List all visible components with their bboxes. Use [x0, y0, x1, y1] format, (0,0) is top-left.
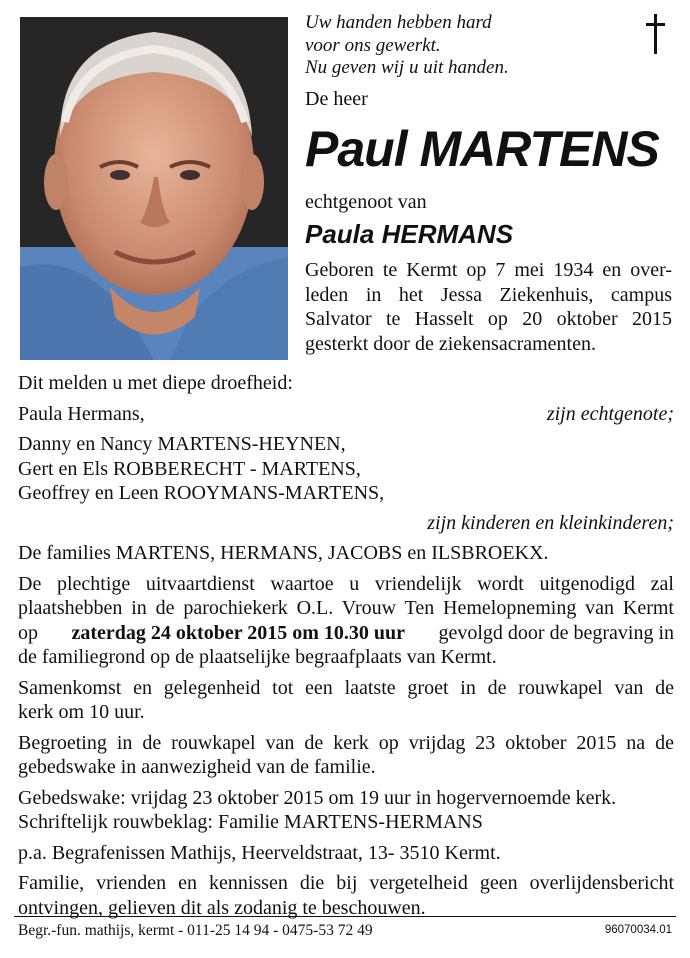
gathering-line: kerk om 10 uur. — [18, 701, 145, 723]
funeral-home-contact: Begr.-fun. mathijs, kermt - 011-25 14 94 - 0475-53 72 49 — [18, 922, 373, 939]
funeral-service-paragraph — [18, 572, 674, 670]
gathering-paragraph — [18, 676, 674, 725]
announcement: Dit melden u met diepe droefheid: — [18, 372, 293, 394]
child-family: Danny en Nancy MARTENS-HEYNEN, — [18, 433, 346, 455]
footer-divider — [14, 916, 676, 917]
spouse-intro: echtgenoot van — [305, 191, 427, 213]
widow-name: Paula Hermans, — [18, 402, 145, 425]
greeting-line: Begroeting in de rouwkapel van de kerk op vrijdag 23 oktober 2015 na de — [18, 731, 674, 754]
birth-line: Salvator te Hasselt op 20 oktober 2015 — [305, 308, 672, 330]
service-line-date — [18, 621, 674, 646]
ad-reference-code: 96070034.01 — [604, 924, 672, 936]
birth-line: gesterkt door de ziekensacramenten. — [305, 332, 596, 355]
closing-paragraph — [18, 871, 674, 920]
address-line: p.a. Begrafenissen Mathijs, Heerveldstraat, 13- 3510 Kermt. — [18, 841, 501, 864]
service-post: gevolgd door de begraving in — [438, 621, 674, 644]
spouse-name: Paula HERMANS — [305, 219, 514, 249]
children-list — [18, 432, 674, 506]
portrait-illustration — [20, 17, 288, 360]
birth-line: leden in het Jessa Ziekenhuis, campus — [305, 283, 672, 306]
greeting-line: gebedswake in aanwezigheid van de familie. — [18, 756, 376, 778]
gathering-line: Samenkomst en gelegenheid tot een laatste groet in de rouwkapel van de — [18, 676, 674, 699]
deceased-portrait-photo — [20, 17, 288, 360]
widow-role: zijn echtgenote; — [546, 402, 674, 425]
cross-icon — [642, 12, 670, 56]
memorial-poem — [305, 12, 509, 80]
birth-death-details — [305, 258, 672, 356]
service-line: de familiegrond op de plaatselijke begraafplaats van Kermt. — [18, 646, 497, 668]
obituary-body — [18, 371, 674, 920]
children-role: zijn kinderen en kleinkinderen; — [427, 511, 674, 534]
closing-line: Familie, vrienden en kennissen die bij vergetelheid geen overlijdensbericht — [18, 872, 674, 894]
widow-row — [18, 402, 674, 427]
condolence-line: Schriftelijk rouwbeklag: Familie MARTENS-HERMANS — [18, 811, 483, 833]
birth-line: Geboren te Kermt op 7 mei 1934 en over- — [305, 259, 672, 281]
poem-line: Uw handen hebben hard — [305, 12, 492, 33]
service-line: De plechtige uitvaartdienst waartoe u vriendelijk wordt uitgenodigd zal — [18, 572, 674, 595]
vigil-line: Gebedswake: vrijdag 23 oktober 2015 om 19 uur in hogervernoemde kerk. — [18, 786, 617, 809]
service-pre: op — [18, 621, 38, 644]
greeting-paragraph — [18, 731, 674, 780]
child-family: Gert en Els ROBBERECHT - MARTENS, — [18, 457, 361, 480]
poem-line: Nu geven wij u uit handen. — [305, 57, 509, 78]
poem-line: voor ons gewerkt. — [305, 34, 441, 56]
families-line: De families MARTENS, HERMANS, JACOBS en ILSBROEKX. — [18, 542, 549, 564]
honorific-title: De heer — [305, 88, 368, 110]
closing-line: ontvingen, gelieven dit als zodanig te beschouwen. — [18, 896, 426, 919]
service-line: plaatshebben in de parochiekerk O.L. Vrouw Ten Hemelopneming van Kermt — [18, 597, 674, 619]
child-family: Geoffrey en Leen ROOYMANS-MARTENS, — [18, 482, 385, 504]
deceased-name: Paul MARTENS — [305, 121, 659, 177]
service-date: zaterdag 24 oktober 2015 om 10.30 uur — [71, 621, 405, 644]
